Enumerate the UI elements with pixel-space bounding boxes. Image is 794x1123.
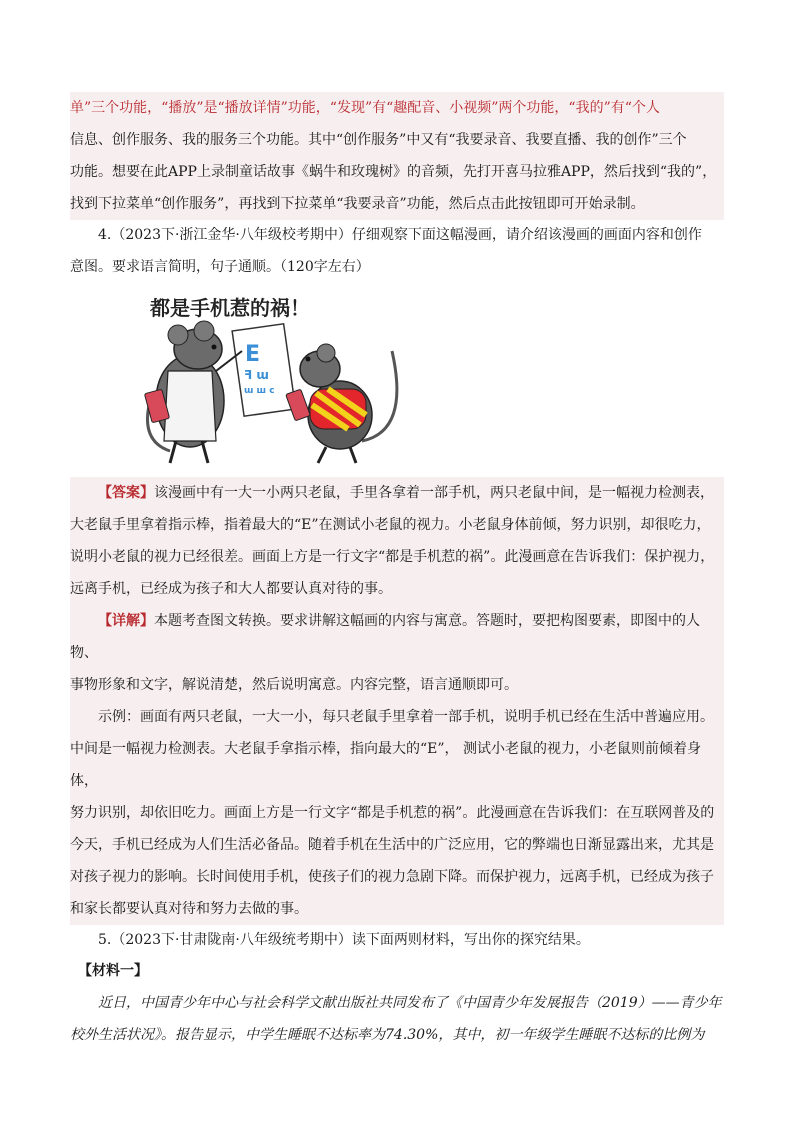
example-line: 努力识别，却依旧吃力。画面上方是一行文字“都是手机惹的祸”。此漫画意在告诉我们：在互联网普及的 [70, 805, 715, 821]
document-page [70, 92, 724, 1051]
answer-tag: 【答案】 [98, 485, 154, 501]
text-line: 找到下拉菜单“创作服务”，再找到下拉菜单“我要录音”功能，然后点击此按钮即可开始录制。 [70, 196, 645, 212]
answer-text: 该漫画中有一大一小两只老鼠，手里各拿着一部手机，两只老鼠中间，是一幅视力检测表， [154, 485, 714, 501]
example-line: 中间是一幅视力检测表。大老鼠手拿指示棒，指向最大的“E”， 测试小老鼠的视力，小老鼠则前倾着身体， [70, 741, 701, 789]
chart-letter: ɯ ш ϲ [244, 386, 275, 396]
answer-block-q3 [70, 92, 724, 220]
detail-text: 本题考查图文转换。要求讲解这幅画的内容与寓意。答题时，要把构图要素，即图中的人物、 [70, 613, 700, 661]
answer-section [70, 477, 724, 925]
example-line: 和家长都要认真对待和努力去做的事。 [70, 901, 308, 917]
material-heading: 【材料一】 [78, 963, 148, 979]
answer-line: 远离手机，已经成为孩子和大人都要认真对待的事。 [70, 581, 392, 597]
answer-line: 说明小老鼠的视力已经很差。画面上方是一行文字“都是手机惹的祸”。此漫画意在告诉我们：保护视力， [70, 549, 715, 565]
question-4-line2: 意图。要求语言简明，句子通顺。（120字左右） [70, 259, 370, 275]
text-line: 信息、创作服务、我的服务三个功能。其中“创作服务”中又有“我要录音、我要直播、我的创作”三个 [70, 132, 687, 148]
cartoon-image [130, 291, 420, 471]
chart-letter: E [245, 342, 261, 367]
question-5: 5.（2023下·甘肃陇南·八年级统考期中）读下面两则材料，写出你的探究结果。 [98, 932, 590, 948]
detail-line: 事物形象和文字，解说清楚，然后说明寓意。内容完整，语言通顺即可。 [70, 677, 518, 693]
example-line: 对孩子视力的影响。长时间使用手机，使孩子们的视力急剧下降。而保护视力，远离手机，已经成为孩子 [70, 869, 714, 885]
question-4: 4.（2023下·浙江金华·八年级校考期中）仔细观察下面这幅漫画，请介绍该漫画的画面内容和创作 [98, 227, 702, 243]
chart-letter: ꟻ ɯ [244, 368, 269, 382]
example-line: 示例：画面有两只老鼠，一大一小，每只老鼠手里拿着一部手机，说明手机已经在生活中普遍应用。 [98, 709, 714, 725]
answer-line: 大老鼠手里拿着指示棒，指着最大的“E”在测试小老鼠的视力。小老鼠身体前倾，努力识别，却很吃力， [70, 517, 711, 533]
material-line: 近日，中国青少年中心与社会科学文献出版社共同发布了《中国青少年发展报告（2019）——青少年 [98, 995, 722, 1011]
material-line: 校外生活状况》。报告显示，中学生睡眠不达标率为74.30%，其中，初一年级学生睡眠不达标的比例为 [70, 1027, 705, 1043]
example-line: 今天，手机已经成为人们生活必备品。随着手机在生活中的广泛应用，它的弊端也日渐显露出来，尤其是 [70, 837, 714, 853]
eye-chart [232, 324, 295, 416]
detail-tag: 【详解】 [98, 613, 154, 629]
text-line: 单”三个功能，“播放”是“播放详情”功能，“发现”有“趣配音、小视频”两个功能，“我的”有“个人 [70, 100, 660, 116]
cartoon-title: 都是手机惹的祸！ [150, 296, 310, 320]
detail-line [70, 605, 724, 669]
text-line: 功能。想要在此APP上录制童话故事《蜗牛和玫瑰树》的音频，先打开喜马拉雅APP，然后找到“我的”， [70, 164, 717, 180]
answer-line [70, 477, 724, 509]
small-mouse [286, 344, 397, 463]
big-mouse [144, 321, 242, 463]
